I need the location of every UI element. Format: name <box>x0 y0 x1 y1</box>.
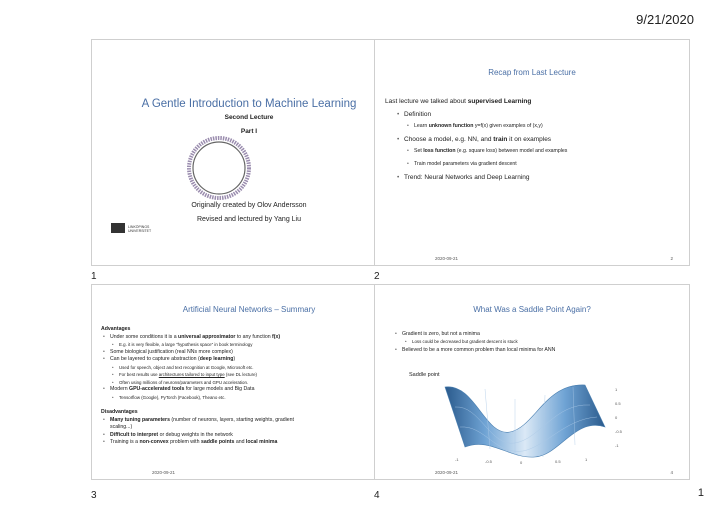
list-item: • Definition • Learn unknown function y=f(x) given examples of (x,y) <box>404 110 689 133</box>
slide4-title: What Was a Saddle Point Again? <box>473 305 591 314</box>
saddle-surface <box>445 385 605 457</box>
slide2-intro: Last lecture we talked about supervised Learning <box>385 98 532 105</box>
disadvantages-heading: Disadvantages <box>101 409 138 415</box>
z-tick: 0 <box>615 415 618 420</box>
x-tick: -0.5 <box>485 459 492 464</box>
slide3-body <box>101 326 397 447</box>
list-item: • E.g. it is very flexible, a large "hypothesis space" in book terminology <box>119 341 397 349</box>
list-item: • Used for speech, object and text recognition at Google, Microsoft etc. <box>119 364 397 372</box>
slide2-bullets <box>395 110 689 183</box>
z-tick: 0.5 <box>615 401 621 406</box>
x-tick: 1 <box>585 457 588 462</box>
university-logo-text: LINKÖPINGS UNIVERSITET <box>128 225 152 233</box>
list-item: • Learn unknown function y=f(x) given examples of (x,y) <box>414 120 689 133</box>
slide1-credit-2: Revised and lectured by Yang Liu <box>196 216 302 223</box>
x-tick: 0 <box>520 460 523 465</box>
list-item: • Choose a model, e.g. NN, and train it on examples • Set loss function (e.g. square loss) between model and examples • Train model parameters via gradient descent <box>404 135 689 171</box>
slide-2 <box>374 39 690 266</box>
x-tick: 0.5 <box>555 459 561 464</box>
slide3-title: Artificial Neural Networks – Summary <box>182 305 316 314</box>
list-item: • Often using millions of neurons/parameters and GPU acceleration. <box>119 379 397 387</box>
z-tick: -0.5 <box>615 429 622 434</box>
list-item: • Set loss function (e.g. square loss) between model and examples <box>414 145 689 158</box>
header-date: 9/21/2020 <box>636 12 694 27</box>
slide3-footer-date: 2020-09-21 <box>152 470 176 475</box>
slide-4 <box>374 284 690 480</box>
list-item: • Modern GPU-accelerated tools for large models and Big Data • Tensorflow (Google), PyTorch (Facebook), Theano etc. <box>110 386 397 401</box>
slide2-footer-number: 2 <box>670 256 673 261</box>
slide4-footer-date: 2020-09-21 <box>435 470 459 475</box>
list-item: • Training is a non-convex problem with saddle points and local minima <box>110 439 406 447</box>
list-item: • Under some conditions it is a universal approximator to any function f(x) • E.g. it is very flexible, a large "hypothesis space" in book terminology <box>110 334 397 349</box>
list-item: • Loss could be decreased but gradient descent is stuck <box>412 338 687 346</box>
university-seal-icon <box>186 135 252 201</box>
slide4-bullets <box>393 330 687 354</box>
list-item: • For best results use architectures tailored to input type (see DL lecture) <box>119 371 397 379</box>
list-item: • Difficult to interpret or debug weights in the network <box>110 432 315 440</box>
slide2-footer-date: 2020-09-21 <box>435 256 459 261</box>
saddle-surface-plot <box>435 377 635 465</box>
university-logo-icon <box>111 223 125 233</box>
x-tick: -1 <box>455 457 459 462</box>
list-item: • Believed to be a more common problem than local minima for ANN <box>402 346 687 354</box>
slide-number-1: 1 <box>91 271 97 282</box>
slide2-title: Recap from Last Lecture <box>488 68 576 77</box>
slide1-subtitle-1: Second Lecture <box>224 114 274 121</box>
slide4-footer-number: 4 <box>670 470 673 475</box>
list-item: • Train model parameters via gradient descent <box>414 158 689 171</box>
slide-1 <box>91 39 407 266</box>
list-item: • Many tuning parameters (number of neurons, layers, starting weights, gradient scaling...) <box>110 417 315 432</box>
saddle-point-label: Saddle point <box>409 372 440 378</box>
list-item: • Tensorflow (Google), PyTorch (Facebook), Theano etc. <box>119 394 397 402</box>
list-item: • Can be layered to capture abstraction (deep learning) • Used for speech, object and text recognition at Google, Microsoft etc. • For best results use architectures tailored to input type (see DL lecture) • Often using millions of neurons/parameters and GPU acceleration. <box>110 356 397 386</box>
slide-3 <box>91 284 407 480</box>
list-item: • Trend: Neural Networks and Deep Learning <box>404 173 689 183</box>
slide-number-3: 3 <box>91 490 97 501</box>
slide-number-2: 2 <box>374 271 380 282</box>
slide-number-4: 4 <box>374 490 380 501</box>
z-tick: 1 <box>615 387 618 392</box>
slide1-credit-1: Originally created by Olov Andersson <box>191 202 307 209</box>
z-tick: -1 <box>615 443 619 448</box>
list-item: • Gradient is zero, but not a minima • Loss could be decreased but gradient descent is stuck <box>402 330 687 346</box>
slide1-subtitle-2: Part I <box>240 128 258 135</box>
list-item: • Some biological justification (real NNs more complex) <box>110 349 397 357</box>
advantages-heading: Advantages <box>101 326 131 332</box>
page-number: 1 <box>697 487 704 499</box>
slide1-title: A Gentle Introduction to Machine Learning <box>141 98 357 110</box>
